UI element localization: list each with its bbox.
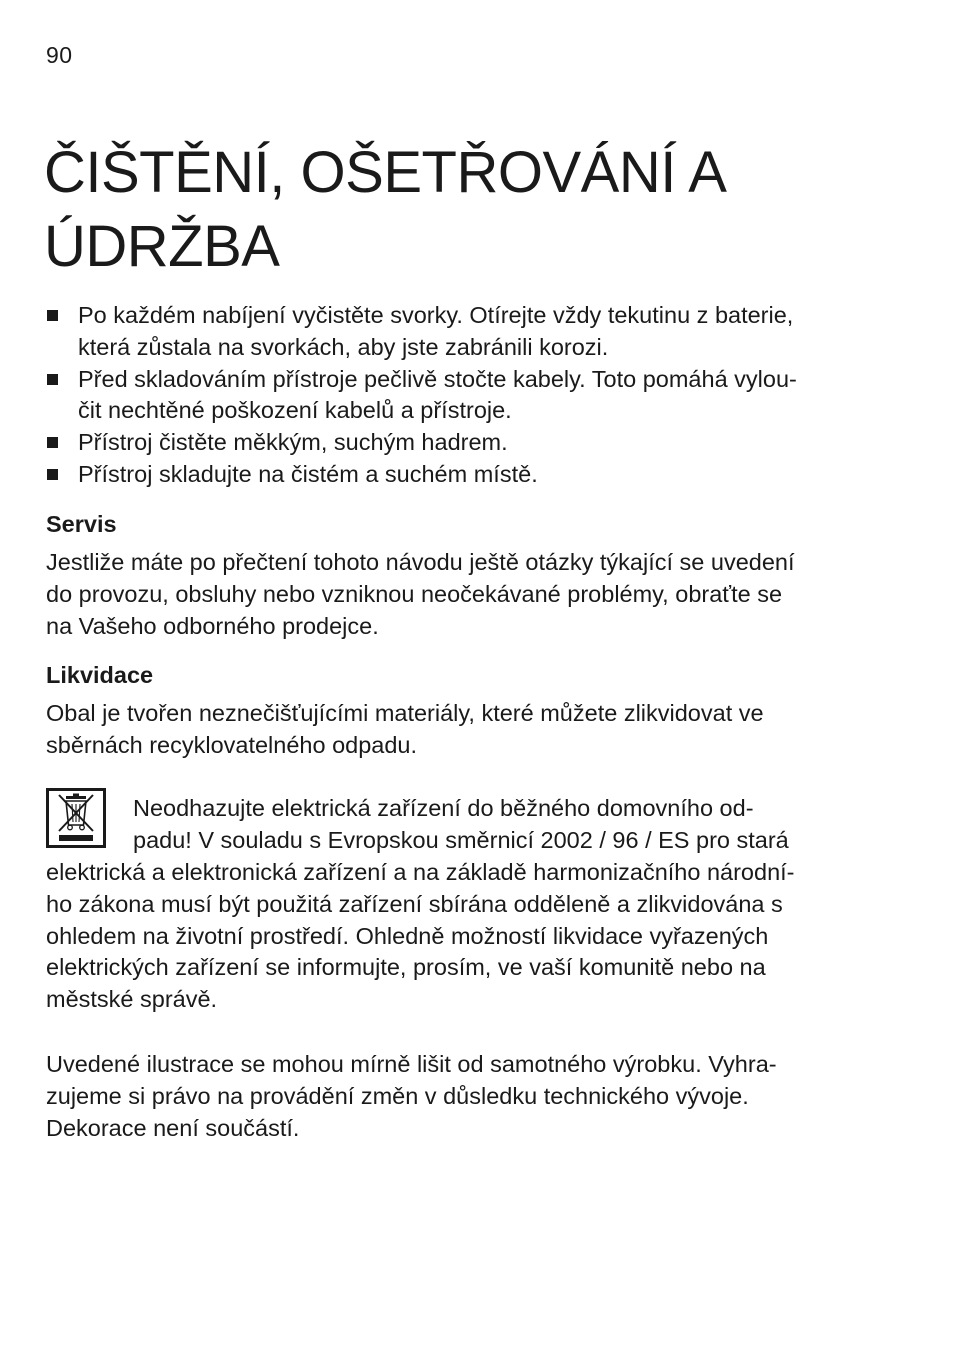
paragraph-line: Jestliže máte po přečtení tohoto návodu ještě otázky týkající se uvedení [46, 549, 795, 575]
paragraph-line: Dekorace není součástí. [46, 1114, 300, 1141]
paragraph-line: městské správě. [46, 986, 218, 1013]
paragraph-line: ohledem na životní prostředí. Ohledně možností likvidace vyřazených [46, 922, 769, 949]
service-paragraph [46, 547, 876, 642]
list-item [46, 459, 876, 491]
page-number: 90 [46, 42, 73, 68]
paragraph-line: do provozu, obsluhy nebo vzniknou neočekávané problémy, obraťte se [46, 580, 783, 607]
paragraph-line: Neodhazujte elektrická zařízení do běžného domovního od- [133, 795, 754, 821]
disclaimer-paragraph [46, 1049, 876, 1144]
service-heading: Servis [46, 511, 117, 537]
paragraph-line: elektrická a elektronická zařízení a na základě harmonizačního národní- [46, 859, 795, 885]
paragraph-line: zujeme si právo na provádění změn v důsledku technického vývoje. [46, 1082, 749, 1109]
list-item [46, 300, 876, 364]
paragraph-line: Uvedené ilustrace se mohou mírně lišit od samotného výrobku. Vyhra- [46, 1051, 777, 1077]
weee-notice-body [46, 857, 795, 1016]
square-bullet-icon [47, 374, 58, 385]
page-title-line: ČIŠTĚNÍ, OŠETŘOVÁNÍ A [44, 140, 727, 205]
disposal-paragraph [46, 698, 876, 762]
crossed-out-wheelie-bin-icon [46, 788, 106, 848]
disposal-heading: Likvidace [46, 662, 154, 688]
square-bullet-icon [47, 310, 58, 321]
list-item-text: Přístroj čistěte měkkým, suchým hadrem. [78, 429, 508, 456]
list-item-text: Po každém nabíjení vyčistěte svorky. Otírejte vždy tekutinu z baterie, [78, 302, 794, 328]
paragraph-line: padu! V souladu s Evropskou směrnicí 2002 / 96 / ES pro stará [133, 826, 789, 853]
list-item-text: Přístroj skladujte na čistém a suchém místě. [78, 460, 538, 487]
list-item [46, 364, 876, 428]
list-item [46, 427, 876, 459]
square-bullet-icon [47, 469, 58, 480]
care-list [46, 300, 876, 491]
list-item-text: která zůstala na svorkách, aby jste zabránili korozi. [78, 333, 609, 360]
page-title-line: ÚDRŽBA [44, 214, 280, 279]
paragraph-line: elektrických zařízení se informujte, prosím, ve vaší komunitě nebo na [46, 954, 766, 981]
paragraph-line: ho zákona musí být použitá zařízení sbírána odděleně a zlikvidována s [46, 890, 783, 917]
page-title [44, 136, 874, 284]
paragraph-line: Obal je tvořen neznečišťujícími materiály, které můžete zlikvidovat ve [46, 700, 764, 726]
list-item-text: Před skladováním přístroje pečlivě stočte kabely. Toto pomáhá vylou- [78, 365, 797, 392]
weee-notice-intro [133, 793, 789, 857]
list-item-text: čit nechtěné poškození kabelů a přístroje. [78, 397, 512, 424]
square-bullet-icon [47, 437, 58, 448]
paragraph-line: sběrnách recyklovatelného odpadu. [46, 731, 418, 758]
paragraph-line: na Vašeho odborného prodejce. [46, 612, 379, 639]
